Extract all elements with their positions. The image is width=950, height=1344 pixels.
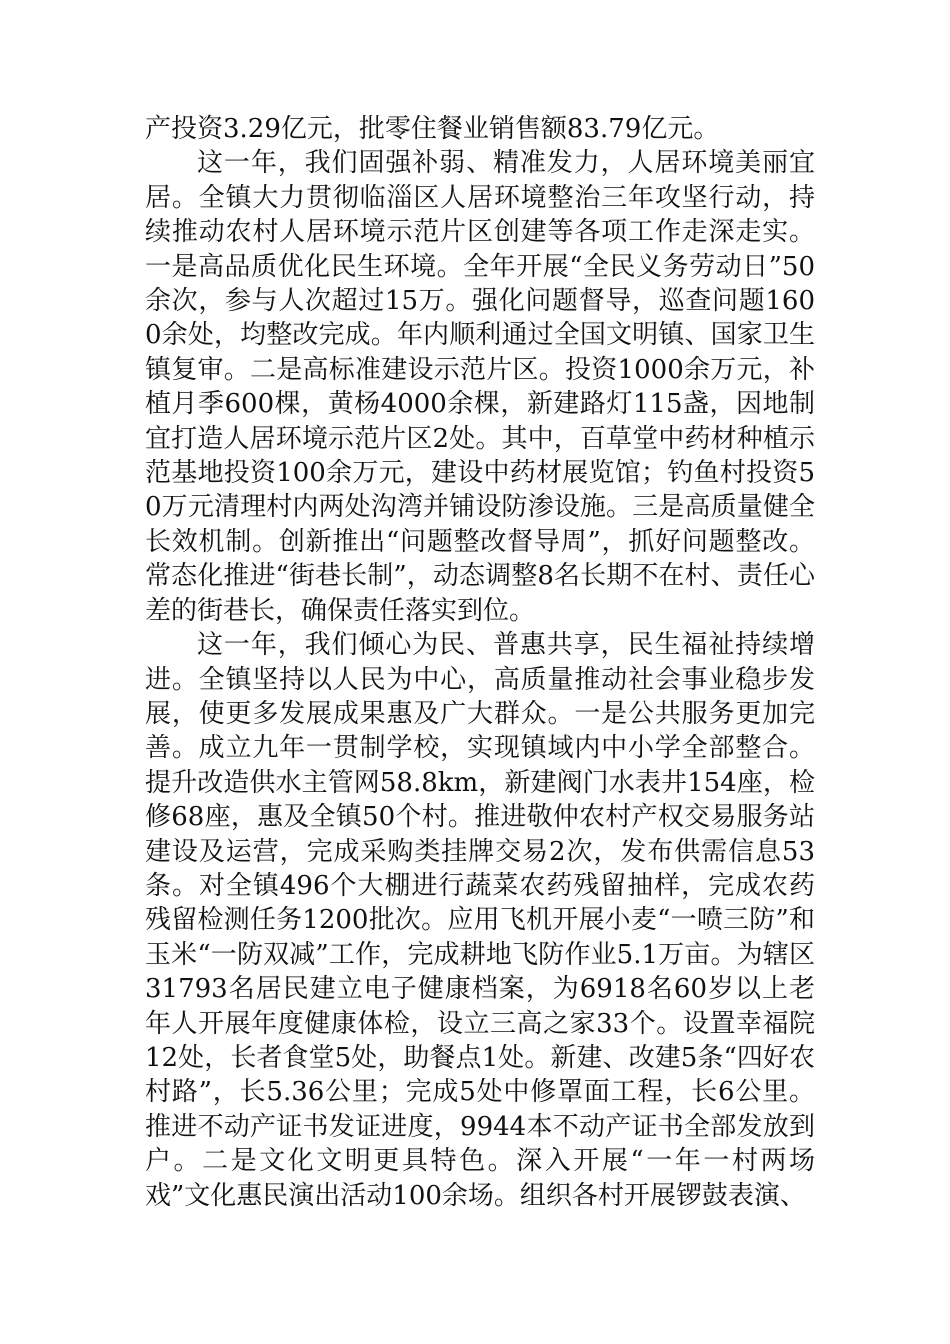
paragraph-3: 这一年，我们倾心为民、普惠共享，民生福祉持续增进。全镇坚持以人民为中心，高质量推动社会事业稳步发展，使更多发展成果惠及广大群众。一是公共服务更加完善。成立九年一贯制学校，实现镇域内中小学全部整合。提升改造供水主管网58.8km，新建阀门水表井154座，检修68座，惠及全镇50个村。推进敬仲农村产权交易服务站建设及运营，完成采购类挂牌交易2次，发布供需信息53条。对全镇496个大棚进行蔬菜农药残留抽样，完成农药残留检测任务1200批次。应用飞机开展小麦“一喷三防”和玉米“一防双减”工作，完成耕地飞防作业5.1万亩。为辖区31793名居民建立电子健康档案，为6918名60岁以上老年人开展年度健康体检，设立三高之家33个。设置幸福院12处，长者食堂5处，助餐点1处。新建、改建5条“四好农村路”，长5.36公里；完成5处中修罩面工程，长6公里。推进不动产证书发证进度，9944本不动产证书全部发放到户。二是文化文明更具特色。深入开展“一年一村两场戏”文化惠民演出活动100余场。组织各村开展锣鼓表演、 bbox=[145, 630, 815, 1211]
paragraph-2: 这一年，我们固强补弱、精准发力，人居环境美丽宜居。全镇大力贯彻临淄区人居环境整治三年攻坚行动，持续推动农村人居环境示范片区创建等各项工作走深走实。一是高品质优化民生环境。全年开展“全民义务劳动日”50余次，参与人次超过15万。强化问题督导，巡查问题1600余处，均整改完成。年内顺利通过全国文明镇、国家卫生镇复审。二是高标准建设示范片区。投资1000余万元，补植月季600棵，黄杨4000余棵，新建路灯115盏，因地制宜打造人居环境示范片区2处。其中，百草堂中药材种植示范基地投资100余万元，建设中药材展览馆；钓鱼村投资50万元清理村内两处沟湾并铺设防渗设施。三是高质量健全长效机制。创新推出“问题整改督导周”，抓好问题整改。常态化推进“街巷长制”，动态调整8名长期不在村、责任心差的街巷长，确保责任落实到位。 bbox=[145, 148, 815, 626]
paragraph-1: 产投资3.29亿元，批零住餐业销售额83.79亿元。 bbox=[145, 114, 720, 144]
document-body bbox=[145, 112, 815, 1213]
